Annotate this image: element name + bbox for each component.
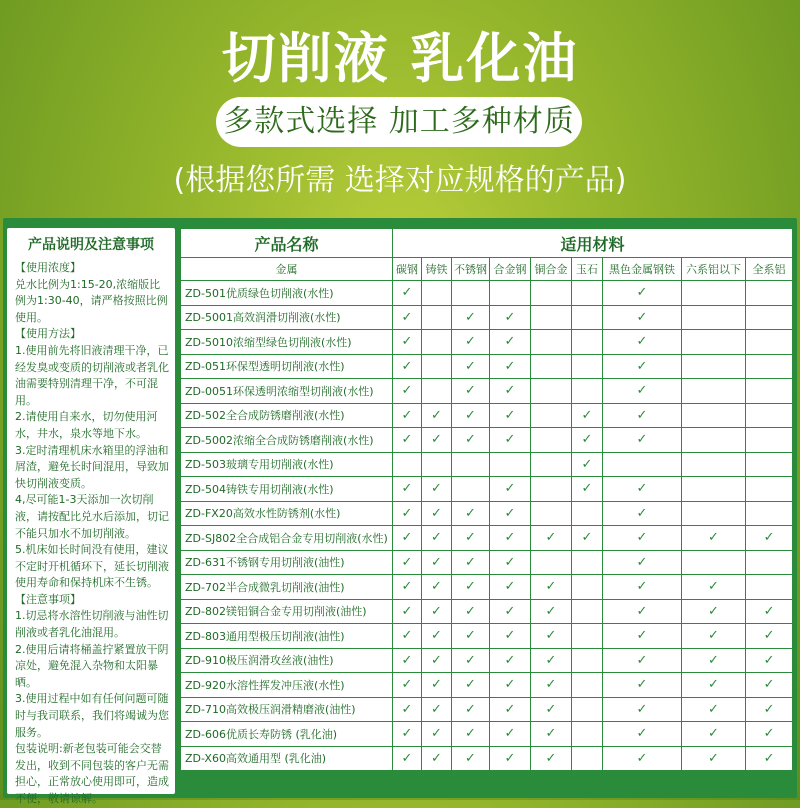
empty-cell — [531, 305, 572, 330]
empty-cell — [746, 550, 793, 575]
check-icon: ✓ — [531, 599, 572, 624]
product-name: ZD-503玻璃专用切削液(水性) — [181, 452, 393, 477]
check-icon: ✓ — [572, 452, 603, 477]
table-row — [181, 403, 793, 428]
check-icon: ✓ — [490, 330, 531, 355]
check-icon: ✓ — [393, 673, 422, 698]
check-icon: ✓ — [603, 624, 682, 649]
check-icon: ✓ — [682, 697, 746, 722]
product-table — [180, 228, 793, 771]
empty-cell — [572, 697, 603, 722]
empty-cell — [682, 330, 746, 355]
empty-cell — [572, 722, 603, 747]
product-name: ZD-920水溶性挥发冲压液(水性) — [181, 673, 393, 698]
product-name: ZD-803通用型极压切削液(油性) — [181, 624, 393, 649]
check-icon: ✓ — [452, 330, 490, 355]
check-icon: ✓ — [490, 746, 531, 771]
check-icon: ✓ — [422, 526, 452, 551]
check-icon: ✓ — [452, 526, 490, 551]
table-row — [181, 526, 793, 551]
check-icon: ✓ — [393, 648, 422, 673]
empty-cell — [572, 599, 603, 624]
check-icon: ✓ — [490, 599, 531, 624]
check-icon: ✓ — [422, 575, 452, 600]
check-icon: ✓ — [531, 746, 572, 771]
check-icon: ✓ — [746, 624, 793, 649]
table-row — [181, 477, 793, 502]
empty-cell — [531, 354, 572, 379]
check-icon: ✓ — [603, 477, 682, 502]
empty-cell — [746, 330, 793, 355]
check-icon: ✓ — [603, 526, 682, 551]
empty-cell — [682, 501, 746, 526]
empty-cell — [572, 673, 603, 698]
table-row — [181, 428, 793, 453]
empty-cell — [603, 452, 682, 477]
check-icon: ✓ — [682, 673, 746, 698]
metal-label: 金属 — [181, 258, 393, 281]
table-row — [181, 624, 793, 649]
material-header: 玉石 — [572, 258, 603, 281]
product-name: ZD-710高效极压润滑精磨液(油性) — [181, 697, 393, 722]
check-icon: ✓ — [531, 722, 572, 747]
check-icon: ✓ — [393, 599, 422, 624]
check-icon: ✓ — [490, 722, 531, 747]
check-icon: ✓ — [531, 526, 572, 551]
check-icon: ✓ — [603, 697, 682, 722]
check-icon: ✓ — [422, 550, 452, 575]
check-icon: ✓ — [490, 648, 531, 673]
product-name: ZD-504铸铁专用切削液(水性) — [181, 477, 393, 502]
empty-cell — [682, 403, 746, 428]
check-icon: ✓ — [746, 697, 793, 722]
check-icon: ✓ — [746, 526, 793, 551]
check-icon: ✓ — [452, 673, 490, 698]
check-icon: ✓ — [531, 575, 572, 600]
check-icon: ✓ — [452, 550, 490, 575]
check-icon: ✓ — [422, 599, 452, 624]
check-icon: ✓ — [393, 379, 422, 404]
product-name-header: 产品名称 — [181, 229, 393, 258]
check-icon: ✓ — [490, 379, 531, 404]
product-name: ZD-502全合成防锈磨削液(水性) — [181, 403, 393, 428]
check-icon: ✓ — [531, 624, 572, 649]
check-icon: ✓ — [572, 477, 603, 502]
check-icon: ✓ — [682, 575, 746, 600]
empty-cell — [531, 403, 572, 428]
check-icon: ✓ — [452, 575, 490, 600]
table-row — [181, 452, 793, 477]
check-icon: ✓ — [490, 624, 531, 649]
page-subtitle: (根据您所需 选择对应规格的产品) — [173, 163, 627, 198]
check-icon: ✓ — [393, 501, 422, 526]
check-icon: ✓ — [603, 281, 682, 306]
check-icon: ✓ — [422, 477, 452, 502]
empty-cell — [572, 305, 603, 330]
empty-cell — [572, 330, 603, 355]
empty-cell — [572, 575, 603, 600]
empty-cell — [682, 550, 746, 575]
check-icon: ✓ — [393, 477, 422, 502]
table-row — [181, 746, 793, 771]
check-icon: ✓ — [393, 428, 422, 453]
check-icon: ✓ — [452, 354, 490, 379]
check-icon: ✓ — [603, 575, 682, 600]
empty-cell — [746, 477, 793, 502]
check-icon: ✓ — [452, 697, 490, 722]
notes-body: 【使用浓度】 兑水比例为1:15-20,浓缩版比例为1:30-40，请严格按照比例使用。 【使用方法】 1.使用前先将旧液清理干净，已经发臭或变质的切削液或者乳化油需要特别清理干净，不可混用。 2.请使用自来水，切勿使用河水，井水，泉水等地下水。 3.定时清理机床水箱里的浮油和屑渣，避免长时间混用，导致加快切削液变质。 4,尽可能1-3天添加一次切削液，请按配比兑水后添加，切记不能只加水不加切削液。 5.机床如长时间没有使用，建议不定时开机循环下，延长切削液使用寿命和保持机床不生锈。 【注意事项】 1.切忌将水溶性切削液与油性切削液或者乳化油混用。 2.使用后请将桶盖拧紧置放干阴凉处，避免混入杂物和太阳暴晒。 3.使用过程中如有任何问题可随时与我司联系，我们将竭诚为您服务。 包装说明:新老包装可能会交替发出，收到不同包装的客户无需担心，正常放心使用即可，造成不便，敬请谅解。 — [15, 261, 169, 805]
check-icon: ✓ — [572, 526, 603, 551]
empty-cell — [682, 379, 746, 404]
check-icon: ✓ — [490, 477, 531, 502]
empty-cell — [746, 305, 793, 330]
empty-cell — [572, 648, 603, 673]
check-icon: ✓ — [682, 746, 746, 771]
product-name: ZD-0051环保透明浓缩型切削液(水性) — [181, 379, 393, 404]
empty-cell — [746, 501, 793, 526]
empty-cell — [682, 281, 746, 306]
check-icon: ✓ — [746, 648, 793, 673]
check-icon: ✓ — [603, 673, 682, 698]
table-row — [181, 673, 793, 698]
check-icon: ✓ — [490, 501, 531, 526]
check-icon: ✓ — [393, 526, 422, 551]
empty-cell — [682, 452, 746, 477]
check-icon: ✓ — [452, 305, 490, 330]
material-header: 铜合金 — [531, 258, 572, 281]
check-icon: ✓ — [393, 697, 422, 722]
check-icon: ✓ — [393, 550, 422, 575]
table-row — [181, 305, 793, 330]
check-icon: ✓ — [603, 428, 682, 453]
empty-cell — [572, 624, 603, 649]
empty-cell — [746, 281, 793, 306]
check-icon: ✓ — [452, 403, 490, 428]
check-icon: ✓ — [452, 624, 490, 649]
table-row — [181, 722, 793, 747]
check-icon: ✓ — [422, 624, 452, 649]
check-icon: ✓ — [393, 624, 422, 649]
feature-pill: 多款式选择 加工多种材质 — [216, 97, 582, 147]
table-row — [181, 599, 793, 624]
sub-header-row — [181, 258, 793, 281]
hero-banner — [0, 0, 800, 215]
check-icon: ✓ — [490, 428, 531, 453]
product-name: ZD-702半合成微乳切削液(油性) — [181, 575, 393, 600]
check-icon: ✓ — [490, 403, 531, 428]
check-icon: ✓ — [603, 599, 682, 624]
empty-cell — [490, 281, 531, 306]
empty-cell — [490, 452, 531, 477]
empty-cell — [531, 477, 572, 502]
page-title: 切削液 乳化油 — [221, 27, 579, 90]
check-icon: ✓ — [746, 599, 793, 624]
check-icon: ✓ — [682, 722, 746, 747]
empty-cell — [572, 281, 603, 306]
empty-cell — [531, 330, 572, 355]
check-icon: ✓ — [490, 575, 531, 600]
product-name: ZD-FX20高效水性防锈剂(水性) — [181, 501, 393, 526]
empty-cell — [682, 428, 746, 453]
empty-cell — [572, 379, 603, 404]
empty-cell — [746, 379, 793, 404]
check-icon: ✓ — [490, 673, 531, 698]
check-icon: ✓ — [603, 501, 682, 526]
empty-cell — [452, 477, 490, 502]
check-icon: ✓ — [393, 746, 422, 771]
check-icon: ✓ — [452, 501, 490, 526]
material-header: 全系铝 — [746, 258, 793, 281]
check-icon: ✓ — [682, 648, 746, 673]
check-icon: ✓ — [682, 624, 746, 649]
product-name: ZD-5002浓缩全合成防锈磨削液(水性) — [181, 428, 393, 453]
check-icon: ✓ — [490, 697, 531, 722]
empty-cell — [452, 281, 490, 306]
check-icon: ✓ — [531, 648, 572, 673]
check-icon: ✓ — [393, 330, 422, 355]
check-icon: ✓ — [603, 354, 682, 379]
check-icon: ✓ — [531, 673, 572, 698]
empty-cell — [531, 452, 572, 477]
check-icon: ✓ — [393, 305, 422, 330]
check-icon: ✓ — [393, 403, 422, 428]
check-icon: ✓ — [603, 648, 682, 673]
table-row — [181, 354, 793, 379]
check-icon: ✓ — [393, 354, 422, 379]
check-icon: ✓ — [603, 746, 682, 771]
empty-cell — [572, 550, 603, 575]
check-icon: ✓ — [393, 281, 422, 306]
empty-cell — [572, 746, 603, 771]
empty-cell — [531, 550, 572, 575]
empty-cell — [393, 452, 422, 477]
check-icon: ✓ — [746, 722, 793, 747]
product-name: ZD-SJ802全合成铝合金专用切削液(水性) — [181, 526, 393, 551]
empty-cell — [746, 403, 793, 428]
check-icon: ✓ — [422, 501, 452, 526]
check-icon: ✓ — [603, 330, 682, 355]
check-icon: ✓ — [452, 428, 490, 453]
empty-cell — [422, 305, 452, 330]
product-name: ZD-631不锈钢专用切削液(油性) — [181, 550, 393, 575]
check-icon: ✓ — [422, 428, 452, 453]
empty-cell — [572, 354, 603, 379]
empty-cell — [422, 330, 452, 355]
check-icon: ✓ — [682, 599, 746, 624]
check-icon: ✓ — [452, 746, 490, 771]
table-row — [181, 697, 793, 722]
product-name: ZD-802镁铝铜合金专用切削液(油性) — [181, 599, 393, 624]
check-icon: ✓ — [572, 403, 603, 428]
check-icon: ✓ — [422, 697, 452, 722]
check-icon: ✓ — [422, 673, 452, 698]
check-icon: ✓ — [603, 403, 682, 428]
material-header: 合金钢 — [490, 258, 531, 281]
product-name: ZD-5010浓缩型绿色切削液(水性) — [181, 330, 393, 355]
empty-cell — [682, 305, 746, 330]
empty-cell — [422, 354, 452, 379]
material-header: 不锈钢 — [452, 258, 490, 281]
empty-cell — [746, 452, 793, 477]
check-icon: ✓ — [422, 403, 452, 428]
check-icon: ✓ — [682, 526, 746, 551]
materials-header: 适用材料 — [393, 229, 793, 258]
empty-cell — [531, 501, 572, 526]
empty-cell — [531, 379, 572, 404]
empty-cell — [746, 428, 793, 453]
check-icon: ✓ — [746, 746, 793, 771]
product-rows — [181, 281, 793, 771]
check-icon: ✓ — [531, 697, 572, 722]
material-header: 黑色金属钢铁 — [603, 258, 682, 281]
empty-cell — [682, 477, 746, 502]
check-icon: ✓ — [603, 550, 682, 575]
table-row — [181, 575, 793, 600]
product-name: ZD-5001高效润滑切削液(水性) — [181, 305, 393, 330]
check-icon: ✓ — [490, 550, 531, 575]
table-row — [181, 501, 793, 526]
check-icon: ✓ — [452, 379, 490, 404]
check-icon: ✓ — [452, 722, 490, 747]
check-icon: ✓ — [603, 305, 682, 330]
material-header: 碳钢 — [393, 258, 422, 281]
product-name: ZD-606优质长寿防锈 (乳化油) — [181, 722, 393, 747]
check-icon: ✓ — [452, 599, 490, 624]
check-icon: ✓ — [490, 354, 531, 379]
product-name: ZD-501优质绿色切削液(水性) — [181, 281, 393, 306]
empty-cell — [572, 501, 603, 526]
check-icon: ✓ — [422, 722, 452, 747]
empty-cell — [422, 379, 452, 404]
empty-cell — [531, 281, 572, 306]
check-icon: ✓ — [393, 722, 422, 747]
empty-cell — [531, 428, 572, 453]
empty-cell — [746, 354, 793, 379]
product-name: ZD-051环保型透明切削液(水性) — [181, 354, 393, 379]
empty-cell — [422, 281, 452, 306]
check-icon: ✓ — [422, 648, 452, 673]
empty-cell — [452, 452, 490, 477]
empty-cell — [422, 452, 452, 477]
table-row — [181, 330, 793, 355]
table-row — [181, 379, 793, 404]
check-icon: ✓ — [746, 673, 793, 698]
check-icon: ✓ — [572, 428, 603, 453]
check-icon: ✓ — [393, 575, 422, 600]
material-header: 六系铝以下 — [682, 258, 746, 281]
check-icon: ✓ — [490, 526, 531, 551]
check-icon: ✓ — [603, 379, 682, 404]
notes-title: 产品说明及注意事项 — [28, 237, 154, 253]
check-icon: ✓ — [452, 648, 490, 673]
product-name: ZD-X60高效通用型 (乳化油) — [181, 746, 393, 771]
check-icon: ✓ — [603, 722, 682, 747]
table-row — [181, 648, 793, 673]
table-row — [181, 550, 793, 575]
table-row — [181, 281, 793, 306]
material-header: 铸铁 — [422, 258, 452, 281]
check-icon: ✓ — [422, 746, 452, 771]
product-name: ZD-910极压润滑攻丝液(油性) — [181, 648, 393, 673]
empty-cell — [682, 354, 746, 379]
check-icon: ✓ — [490, 305, 531, 330]
empty-cell — [746, 575, 793, 600]
notes-box — [7, 228, 175, 805]
